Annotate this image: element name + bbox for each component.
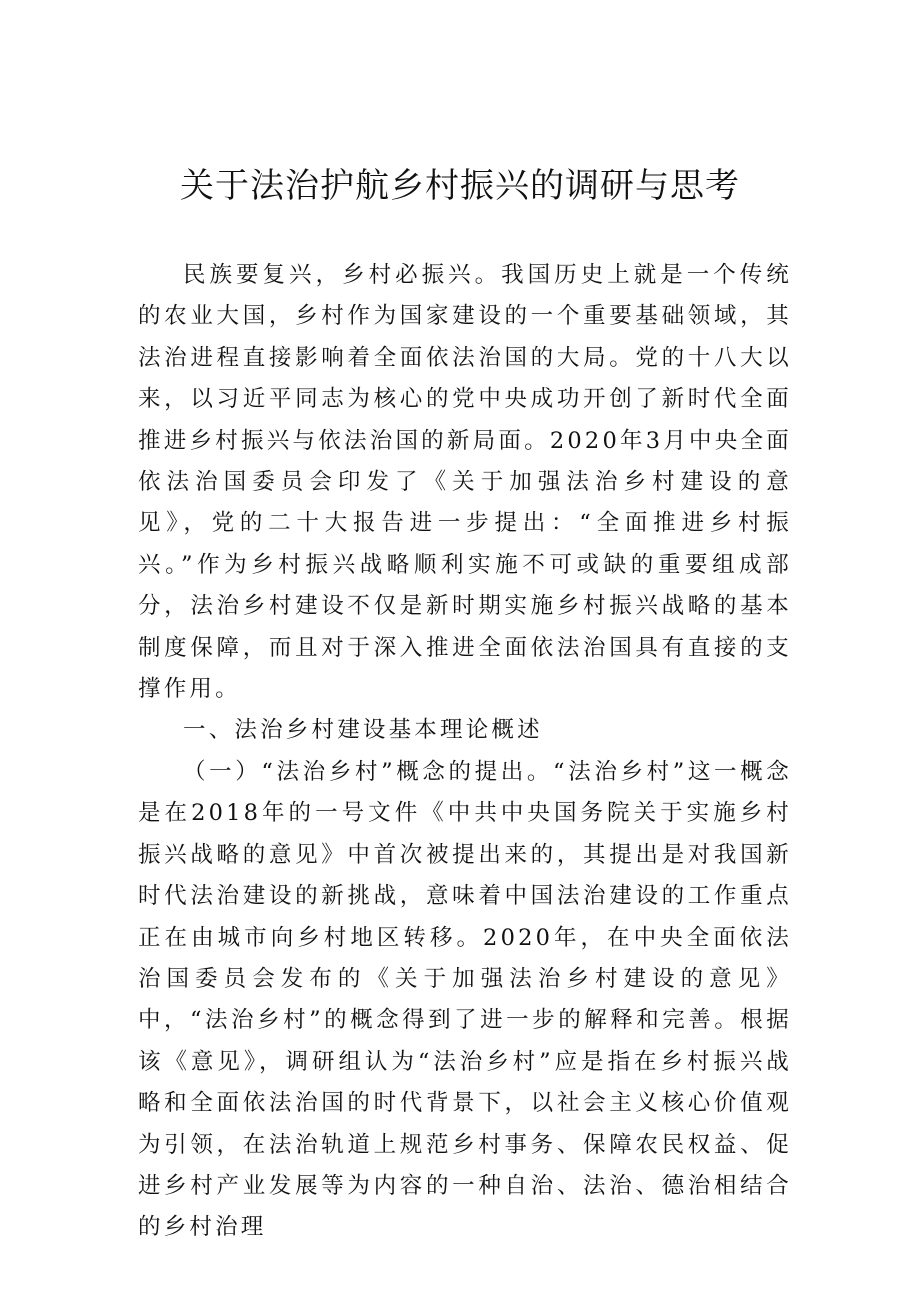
intro-paragraph: 民族要复兴，乡村必振兴。我国历史上就是一个传统的农业大国，乡村作为国家建设的一个重要基础领域，其法治进程直接影响着全面依法治国的大局。党的十八大以来，以习近平同志为核心的党中央成功开创了新时代全面推进乡村振兴与依法治国的新局面。2020年3月中央全面依法治国委员会印发了《关于加强法治乡村建设的意见》，党的二十大报告进一步提出：“全面推进乡村振兴。”作为乡村振兴战略顺利实施不可或缺的重要组成部分，法治乡村建设不仅是新时期实施乡村振兴战略的基本制度保障，而且对于深入推进全面依法治国具有直接的支撑作用。 — [138, 262, 792, 703]
document-title: 关于法治护航乡村振兴的调研与思考 — [180, 166, 740, 206]
subsection-paragraph: （一）“法治乡村”概念的提出。“法治乡村”这一概念是在2018年的一号文件《中共中央国务院关于实施乡村振兴战略的意见》中首次被提出来的，其提出是对我国新时代法治建设的新挑战，意味着中国法治建设的工作重点正在由城市向乡村地区转移。2020年，在中央全面依法治国委员会发布的《关于加强法治乡村建设的意见》中，“法治乡村”的概念得到了进一步的解释和完善。根据该《意见》，调研组认为“法治乡村”应是指在乡村振兴战略和全面依法治国的时代背景下，以社会主义核心价值观为引领，在法治轨道上规范乡村事务、保障农民权益、促进乡村产业发展等为内容的一种自治、法治、德治相结合的乡村治理 — [138, 758, 792, 1241]
section-heading: 一、法治乡村建设基本理论概述 — [183, 717, 543, 744]
document-body — [138, 255, 792, 1249]
